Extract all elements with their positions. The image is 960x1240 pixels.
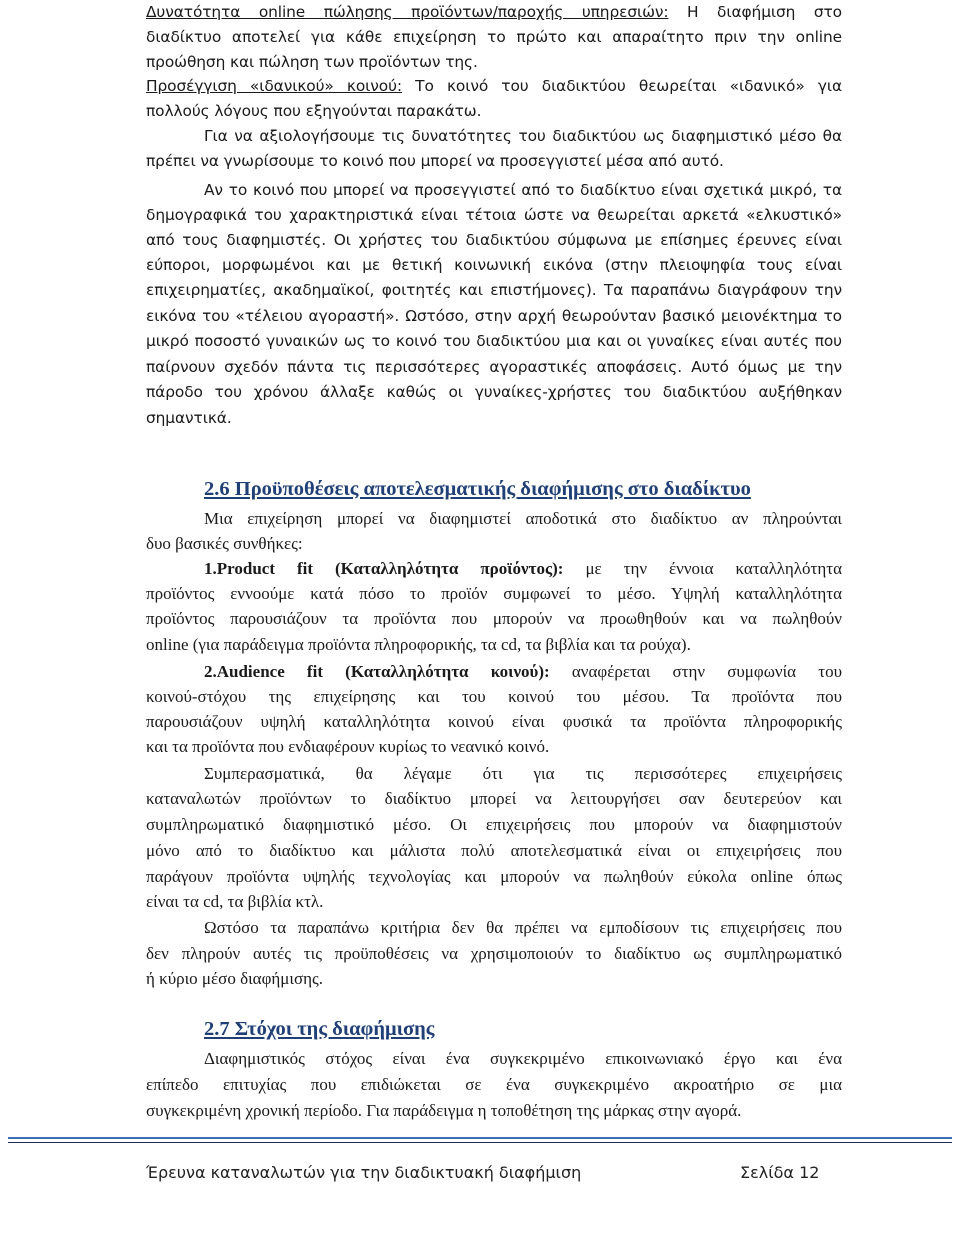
product-fit-term: 1.Product fit (Καταλληλότητα προϊόντος): bbox=[204, 559, 564, 578]
paragraph-line: εύποροι, μορφωμένοι και με θετική κοινωνική εικόνα (στην πλειοψηφία τους είναι bbox=[146, 256, 842, 274]
paragraph-line: μικρό ποσοστό γυναικών ως το κοινό του διαδικτύου μια και οι γυναίκες είναι αυτές που bbox=[146, 332, 842, 350]
paragraph-line: παρουσιάζουν υψηλή καταλληλότητα κοινού είναι φυσικά τα προϊόντα πληροφορικής bbox=[146, 712, 842, 731]
paragraph-line: Αν το κοινό που μπορεί να προσεγγιστεί από το διαδίκτυο είναι σχετικά μικρό, τα bbox=[204, 181, 842, 199]
section-heading-2-6: 2.6 Προϋποθέσεις αποτελεσματικής διαφήμισης στο διαδίκτυο bbox=[204, 478, 751, 500]
paragraph-line: παράγουν προϊόντα υψηλής τεχνολογίας και μπορούν να πωληθούν εύκολα online όπως bbox=[146, 867, 842, 886]
paragraph-line: 2.Audience fit (Καταλληλότητα κοινού): αναφέρεται στην συμφωνία του bbox=[204, 662, 843, 681]
paragraph-line: εικόνα του «τέλειου αγοραστή». Ωστόσο, στην αρχή θεωρούνταν βασικό μειονέκτημα το bbox=[146, 307, 842, 325]
audience-fit-term: 2.Audience fit (Καταλληλότητα κοινού): bbox=[204, 662, 550, 681]
paragraph-line: συγκεκριμένη χρονική περίοδο. Για παράδειγμα η τοποθέτηση της μάρκας στην αγορά. bbox=[146, 1101, 742, 1120]
paragraph-line: online (για παράδειγμα προϊόντα πληροφορικής, τα cd, τα βιβλία και τα ρούχα). bbox=[146, 635, 691, 654]
paragraph-line: Για να αξιολογήσουμε τις δυνατότητες του διαδικτύου ως διαφημιστικό μέσο θα bbox=[204, 127, 842, 145]
paragraph-line: μόνο από το διαδίκτυο και μάλιστα πολύ αποτελεσματικά είναι οι επιχειρήσεις που bbox=[146, 841, 842, 860]
paragraph-line: Διαφημιστικός στόχος είναι ένα συγκεκριμένο επικοινωνιακό έργο και ένα bbox=[204, 1049, 842, 1068]
paragraph-line: σημαντικά. bbox=[146, 409, 232, 427]
paragraph-line: πολλούς λόγους που εξηγούνται παρακάτω. bbox=[146, 102, 482, 120]
paragraph-line: συμπληρωματικό διαφημιστικό μέσο. Οι επιχειρήσεις που μπορούν να διαφημιστούν bbox=[146, 815, 842, 834]
footer-title: Έρευνα καταναλωτών για την διαδικτυακή διαφήμιση bbox=[146, 1163, 582, 1182]
paragraph-line: Ωστόσο τα παραπάνω κριτήρια δεν θα πρέπει να εμποδίσουν τις επιχειρήσεις που bbox=[204, 918, 842, 937]
footer-divider-blue bbox=[8, 1137, 952, 1139]
paragraph-line: ή κύριο μέσο διαφήμισης. bbox=[146, 969, 324, 988]
paragraph-line: πρέπει να γνωρίσουμε το κοινό που μπορεί να προσεγγιστεί μέσα από αυτό. bbox=[146, 152, 724, 170]
paragraph-line: Δυνατότητα online πώλησης προϊόντων/παροχής υπηρεσιών: Η διαφήμιση στο bbox=[146, 3, 842, 21]
paragraph-line: επιχειρηματίες, ακαδημαϊκοί, φοιτητές και επιστήμονες). Τα παραπάνω διαγράφουν την bbox=[146, 281, 842, 299]
section-heading-2-7: 2.7 Στόχοι της διαφήμισης bbox=[204, 1018, 435, 1040]
paragraph-line: διαδίκτυο αποτελεί για κάθε επιχείρηση το πρώτο και απαραίτητο πριν την online bbox=[146, 28, 842, 46]
paragraph-line: καταναλωτών προϊόντων το διαδίκτυο μπορεί να λειτουργήσει σαν δευτερεύον και bbox=[146, 789, 842, 808]
paragraph-line: επίπεδο επιτυχίας που επιδιώκεται σε ένα συγκεκριμένο ακροατήριο σε μια bbox=[146, 1075, 842, 1094]
footer-divider-dark bbox=[8, 1142, 952, 1143]
footer-page-number: Σελίδα 12 bbox=[740, 1163, 820, 1182]
paragraph-line: Προσέγγιση «ιδανικού» κοινού: Το κοινό του διαδικτύου θεωρείται «ιδανικό» για bbox=[146, 77, 842, 95]
term-ideal-audience: Προσέγγιση «ιδανικού» κοινού: bbox=[146, 77, 402, 95]
paragraph-line: και τα προϊόντα που ενδιαφέρουν κυρίως το νεανικό κοινό. bbox=[146, 737, 550, 756]
paragraph-line: προώθηση και πώληση των προϊόντων της. bbox=[146, 53, 478, 71]
paragraph-line: προϊόντος εννοούμε κατά πόσο το προϊόν συμφωνεί το μέσο. Υψηλή καταλληλότητα bbox=[146, 584, 842, 603]
paragraph-line: δυο βασικές συνθήκες: bbox=[146, 534, 303, 553]
paragraph-line: Μια επιχείρηση μπορεί να διαφημιστεί αποδοτικά στο διαδίκτυο αν πληρούνται bbox=[204, 509, 842, 528]
paragraph-line: από τους διαφημιστές. Οι χρήστες του διαδικτύου σύμφωνα με επίσημες έρευνες είναι bbox=[146, 231, 842, 249]
paragraph-line: πάροδο του χρόνου άλλαξε καθώς οι γυναίκες-χρήστες του διαδικτύου αυξήθηκαν bbox=[146, 383, 842, 401]
term-online-sales: Δυνατότητα online πώλησης προϊόντων/παροχής υπηρεσιών: bbox=[146, 3, 669, 21]
paragraph-line: δεν πληρούν αυτές τις προϋποθέσεις να χρησιμοποιούν το διαδίκτυο ως συμπληρωματικό bbox=[146, 944, 842, 963]
paragraph-line: Συμπερασματικά, θα λέγαμε ότι για τις περισσότερες επιχειρήσεις bbox=[204, 764, 842, 783]
paragraph-line: είναι τα cd, τα βιβλία κτλ. bbox=[146, 892, 324, 911]
paragraph-line: δημογραφικά του χαρακτηριστικά είναι τέτοια ώστε να θεωρείται αρκετά «ελκυστικό» bbox=[146, 206, 842, 224]
paragraph-line: κοινού-στόχου της επιχείρησης και του κοινού του μέσου. Τα προϊόντα που bbox=[146, 687, 842, 706]
paragraph-line: παίρνουν σχεδόν πάντα τις περισσότερες αγοραστικές αποφάσεις. Αυτό όμως με την bbox=[146, 358, 842, 376]
paragraph-line: προϊόντος παρουσιάζουν τα προϊόντα που μπορούν να προωθηθούν και να πωληθούν bbox=[146, 609, 842, 628]
paragraph-line: 1.Product fit (Καταλληλότητα προϊόντος): με την έννοια καταλληλότητα bbox=[204, 559, 842, 578]
